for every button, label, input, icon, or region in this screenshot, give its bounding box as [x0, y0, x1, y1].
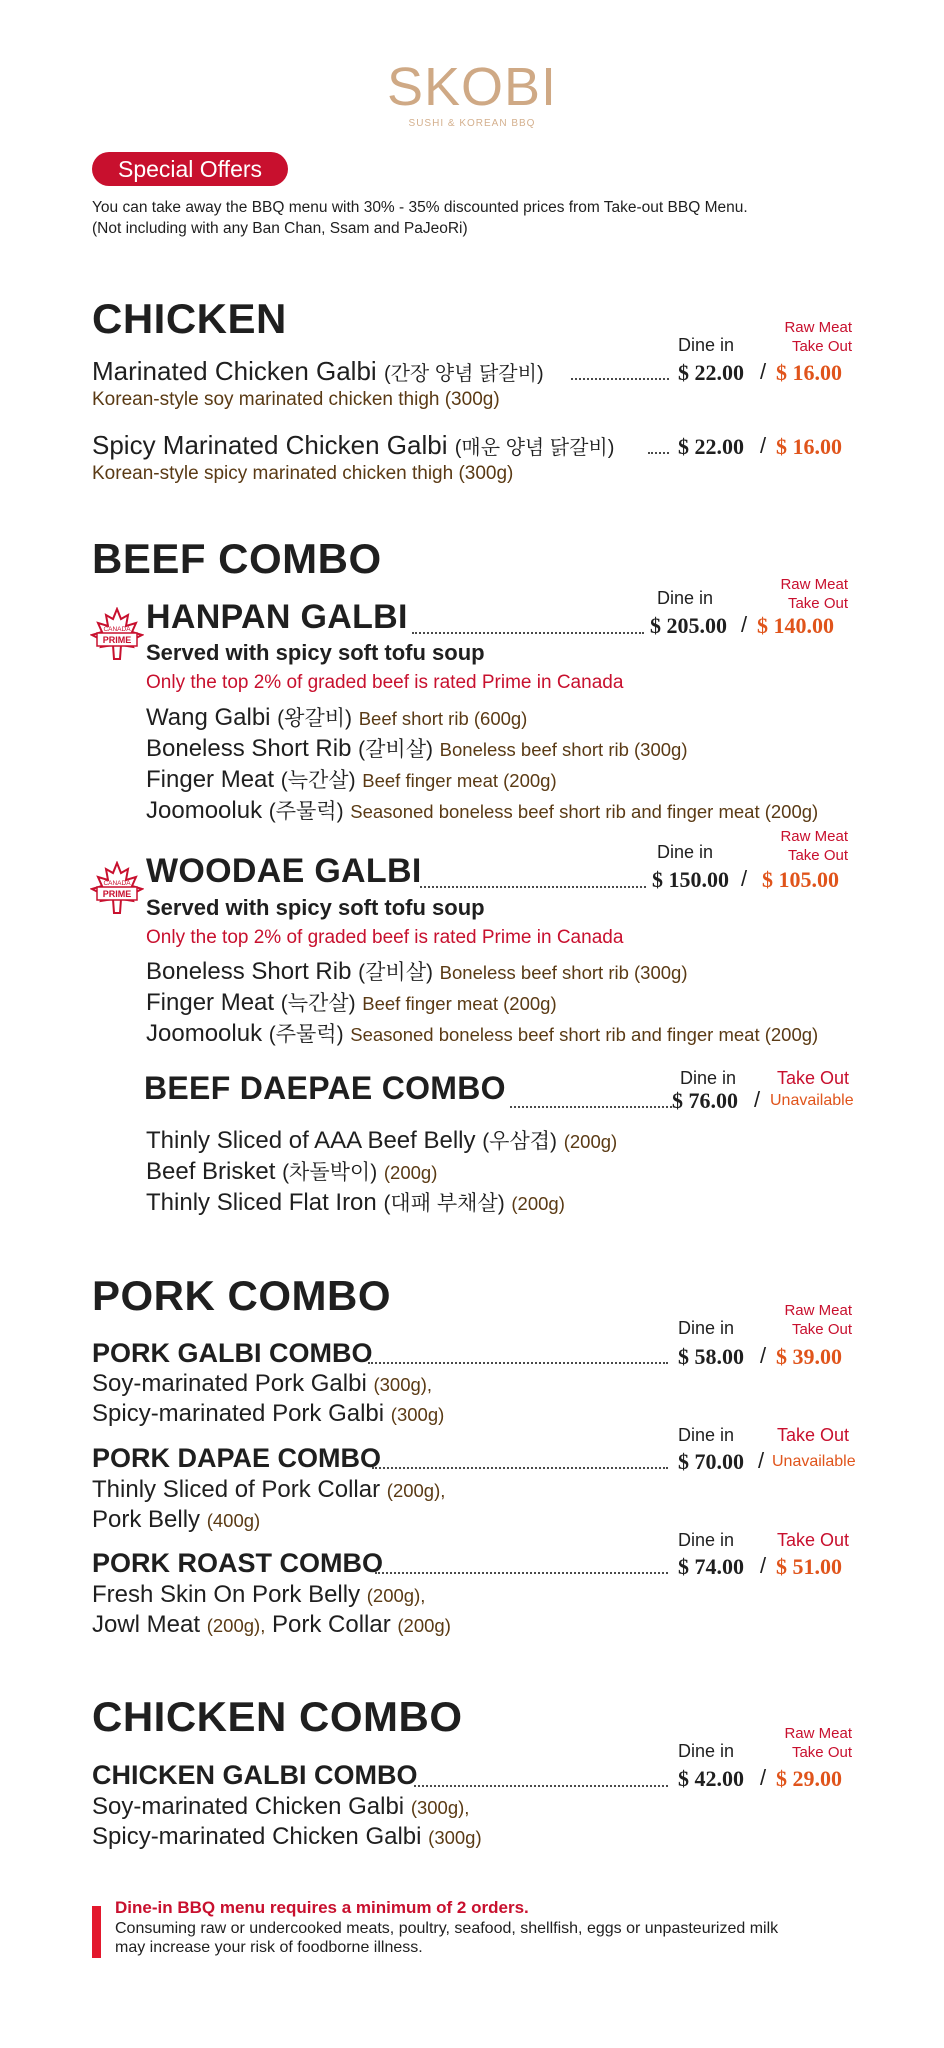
- dine-in-price: $ 205.00: [650, 613, 727, 638]
- combo-component: [146, 987, 557, 1017]
- component-name: Beef Brisket: [146, 1158, 276, 1185]
- component-name: Fresh Skin On Pork Belly: [92, 1581, 361, 1608]
- price-separator: /: [760, 359, 767, 384]
- combo-title-pork-roast: PORK ROAST COMBO: [92, 1548, 384, 1578]
- take-out-price: $ 16.00: [776, 434, 842, 459]
- component-description: Seasoned boneless beef short rib and finger meat (200g): [350, 1024, 819, 1045]
- component-weight: (300g): [390, 1404, 445, 1425]
- col-raw-meat: Raw Meat: [784, 1302, 852, 1319]
- section-title-beef-combo: BEEF COMBO: [92, 535, 382, 582]
- component-weight: (200g),: [366, 1585, 426, 1606]
- combo-title-hanpan-galbi: HANPAN GALBI: [146, 598, 408, 636]
- combo-component: [92, 1581, 425, 1609]
- brand-logo: SKOBI: [386, 57, 558, 117]
- component-description: Boneless beef short rib (300g): [439, 962, 688, 983]
- component-description: Beef finger meat (200g): [362, 770, 557, 791]
- dine-in-price: $ 150.00: [652, 867, 729, 892]
- component-description: Beef finger meat (200g): [362, 993, 557, 1014]
- component-name: Spicy-marinated Pork Galbi: [92, 1400, 385, 1427]
- leader-dots: [412, 632, 644, 634]
- component-description: (200g): [383, 1162, 438, 1183]
- combo-component: [146, 1125, 617, 1155]
- col-header-take-out: [760, 1724, 852, 1762]
- component-name: Boneless Short Rib: [146, 958, 352, 985]
- combo-component: [92, 1370, 432, 1398]
- component-name-ko: (주물럭): [268, 800, 344, 823]
- combo-component: [146, 956, 688, 986]
- col-raw-meat: Raw Meat: [780, 576, 848, 593]
- menu-item-name: [92, 430, 614, 461]
- combo-title-pork-galbi: PORK GALBI COMBO: [92, 1338, 373, 1368]
- component-name-ko: (왕갈비): [277, 707, 353, 730]
- take-out-price: $ 39.00: [776, 1344, 842, 1369]
- section-title-pork-combo: PORK COMBO: [92, 1272, 391, 1319]
- combo-title-beef-daepae: BEEF DAEPAE COMBO: [144, 1070, 506, 1106]
- take-out-price: $ 29.00: [776, 1766, 842, 1791]
- component-weight: (300g): [428, 1827, 482, 1848]
- take-out-price: $ 105.00: [762, 867, 839, 892]
- take-out-price: $ 51.00: [776, 1554, 842, 1579]
- canada-prime-badge-icon: [90, 861, 144, 917]
- combo-component: [92, 1793, 469, 1821]
- col-header-take-out: [756, 575, 848, 613]
- price-separator: /: [741, 612, 748, 637]
- col-dine-in: Dine in: [680, 1068, 737, 1088]
- component-weight: (400g): [206, 1510, 261, 1531]
- component-name-ko: (갈비살): [358, 961, 433, 984]
- price-separator: /: [760, 1343, 767, 1368]
- component-description: (200g): [563, 1131, 618, 1152]
- component-weight: (200g),: [206, 1615, 266, 1636]
- component-name-ko: (늑간살): [280, 992, 356, 1015]
- item-name-ko: (간장 양념 닭갈비): [383, 363, 544, 385]
- col-take-out: Take Out: [791, 1321, 852, 1338]
- warning-line: Consuming raw or undercooked meats, poultry, seafood, shellfish, eggs or unpasteurized milk: [115, 1920, 779, 1937]
- combo-title-woodae-galbi: WOODAE GALBI: [146, 852, 422, 890]
- food-safety-warning: [115, 1919, 875, 1957]
- item-name-en: Spicy Marinated Chicken Galbi: [92, 430, 448, 460]
- warning-accent-bar: [92, 1906, 101, 1958]
- component-name-ko: (갈비살): [358, 738, 433, 761]
- price-separator: /: [758, 1448, 765, 1473]
- brand-tagline: SUSHI & KOREAN BBQ: [408, 118, 536, 129]
- special-offers-text: [92, 197, 872, 239]
- badge-grade: PRIME: [102, 889, 132, 899]
- badge-grade: PRIME: [102, 635, 132, 645]
- component-name: Pork Belly: [92, 1506, 201, 1533]
- leader-dots: [372, 1467, 668, 1469]
- col-dine-in: Dine in: [657, 842, 714, 862]
- col-header-take-out: [756, 827, 848, 865]
- col-take-out: Take Out: [777, 1425, 850, 1445]
- col-raw-meat: Raw Meat: [784, 319, 852, 336]
- minimum-order-notice: Dine-in BBQ menu requires a minimum of 2 orders.: [115, 1898, 529, 1917]
- component-name: Wang Galbi: [146, 704, 271, 731]
- prime-grade-note: Only the top 2% of graded beef is rated Prime in Canada: [146, 927, 624, 948]
- price-separator: /: [754, 1087, 761, 1112]
- component-weight: (200g): [397, 1615, 451, 1636]
- section-title-chicken: CHICKEN: [92, 295, 287, 342]
- combo-component: [146, 733, 688, 763]
- combo-component: [92, 1476, 445, 1504]
- col-take-out: Take Out: [777, 1530, 850, 1550]
- component-name-ko: (대패 부채살): [383, 1192, 505, 1215]
- leader-dots: [414, 1785, 668, 1787]
- col-dine-in: Dine in: [657, 588, 714, 608]
- component-description: Boneless beef short rib (300g): [439, 739, 688, 760]
- component-name: Pork Collar: [272, 1611, 391, 1638]
- section-title-chicken-combo: CHICKEN COMBO: [92, 1693, 463, 1740]
- combo-component: [146, 795, 818, 825]
- combo-component: [146, 1156, 437, 1186]
- special-offers-line: (Not including with any Ban Chan, Ssam and PaJeoRi): [92, 220, 468, 237]
- component-name: Soy-marinated Chicken Galbi: [92, 1793, 405, 1820]
- dine-in-price: $ 70.00: [678, 1449, 744, 1474]
- dine-in-price: $ 22.00: [678, 434, 744, 459]
- combo-component: [92, 1823, 482, 1851]
- take-out-unavailable: Unavailable: [772, 1453, 856, 1470]
- item-name-ko: (매운 양념 닭갈비): [454, 437, 615, 459]
- leader-dots: [510, 1106, 672, 1108]
- component-description: (200g): [511, 1193, 565, 1214]
- warning-line: may increase your risk of foodborne illness.: [115, 1939, 423, 1956]
- item-name-en: Marinated Chicken Galbi: [92, 356, 377, 386]
- menu-item-name: [92, 356, 544, 387]
- col-raw-meat: Raw Meat: [784, 1725, 852, 1742]
- dine-in-price: $ 22.00: [678, 360, 744, 385]
- col-take-out: Take Out: [777, 1068, 850, 1088]
- price-separator: /: [760, 1553, 767, 1578]
- menu-item-description: Korean-style soy marinated chicken thigh (300g): [92, 389, 500, 410]
- dine-in-price: $ 76.00: [672, 1088, 738, 1113]
- dine-in-price: $ 58.00: [678, 1344, 744, 1369]
- col-dine-in: Dine in: [678, 1741, 735, 1761]
- col-raw-meat: Raw Meat: [780, 828, 848, 845]
- price-separator: /: [760, 433, 767, 458]
- combo-component: [92, 1611, 451, 1639]
- col-dine-in: Dine in: [678, 1318, 735, 1338]
- component-name: Boneless Short Rib: [146, 735, 352, 762]
- price-separator: /: [760, 1765, 767, 1790]
- dine-in-price: $ 42.00: [678, 1766, 744, 1791]
- col-take-out: Take Out: [787, 595, 848, 612]
- take-out-unavailable: Unavailable: [770, 1092, 854, 1109]
- component-weight: (200g),: [386, 1480, 446, 1501]
- leader-dots: [375, 1572, 668, 1574]
- combo-component: [146, 702, 527, 732]
- component-name: Joomooluk: [146, 1020, 263, 1047]
- combo-title-chicken-galbi: CHICKEN GALBI COMBO: [92, 1760, 418, 1790]
- combo-component: [146, 764, 557, 794]
- component-name: Spicy-marinated Chicken Galbi: [92, 1823, 422, 1850]
- special-offers-badge: Special Offers: [92, 152, 288, 186]
- dine-in-price: $ 74.00: [678, 1554, 744, 1579]
- component-description: Beef short rib (600g): [358, 708, 528, 729]
- badge-country: CANADA: [103, 880, 131, 887]
- canada-prime-badge-icon: [90, 607, 144, 663]
- col-take-out: Take Out: [791, 338, 852, 355]
- combo-component: [146, 1187, 565, 1217]
- leader-dots: [368, 1362, 668, 1364]
- take-out-price: $ 140.00: [757, 613, 834, 638]
- combo-title-pork-dapae: PORK DAPAE COMBO: [92, 1443, 382, 1473]
- special-offers-line: You can take away the BBQ menu with 30% - 35% discounted prices from Take-out BBQ Menu.: [92, 199, 748, 216]
- component-name: Finger Meat: [146, 989, 275, 1016]
- take-out-price: $ 16.00: [776, 360, 842, 385]
- component-name: Thinly Sliced of AAA Beef Belly: [146, 1127, 476, 1154]
- col-header-take-out: [760, 318, 852, 356]
- leader-dots: [648, 452, 669, 454]
- component-name: Thinly Sliced Flat Iron: [146, 1189, 377, 1216]
- price-separator: /: [741, 866, 748, 891]
- prime-grade-note: Only the top 2% of graded beef is rated Prime in Canada: [146, 672, 624, 693]
- served-with-note: Served with spicy soft tofu soup: [146, 640, 485, 665]
- component-name: Soy-marinated Pork Galbi: [92, 1370, 367, 1397]
- component-name: Joomooluk: [146, 797, 263, 824]
- col-header-take-out: [760, 1301, 852, 1339]
- col-dine-in: Dine in: [678, 1530, 735, 1550]
- component-name: Jowl Meat: [92, 1611, 201, 1638]
- combo-component: [146, 1018, 818, 1048]
- leader-dots: [571, 378, 669, 380]
- leader-dots: [420, 886, 646, 888]
- combo-component: [92, 1400, 444, 1428]
- component-name-ko: (주물럭): [268, 1023, 344, 1046]
- component-name-ko: (차돌박이): [282, 1161, 378, 1184]
- col-dine-in: Dine in: [678, 335, 735, 355]
- served-with-note: Served with spicy soft tofu soup: [146, 895, 485, 920]
- badge-country: CANADA: [103, 626, 131, 633]
- component-weight: (300g),: [410, 1797, 470, 1818]
- menu-item-description: Korean-style spicy marinated chicken thigh (300g): [92, 463, 514, 484]
- component-description: Seasoned boneless beef short rib and finger meat (200g): [350, 801, 819, 822]
- component-name-ko: (늑간살): [280, 769, 356, 792]
- col-take-out: Take Out: [791, 1744, 852, 1761]
- col-dine-in: Dine in: [678, 1425, 735, 1445]
- col-take-out: Take Out: [787, 847, 848, 864]
- component-name: Finger Meat: [146, 766, 275, 793]
- component-name-ko: (우삼겹): [482, 1130, 558, 1153]
- component-weight: (300g),: [373, 1374, 433, 1395]
- component-name: Thinly Sliced of Pork Collar: [92, 1476, 381, 1503]
- combo-component: [92, 1506, 260, 1534]
